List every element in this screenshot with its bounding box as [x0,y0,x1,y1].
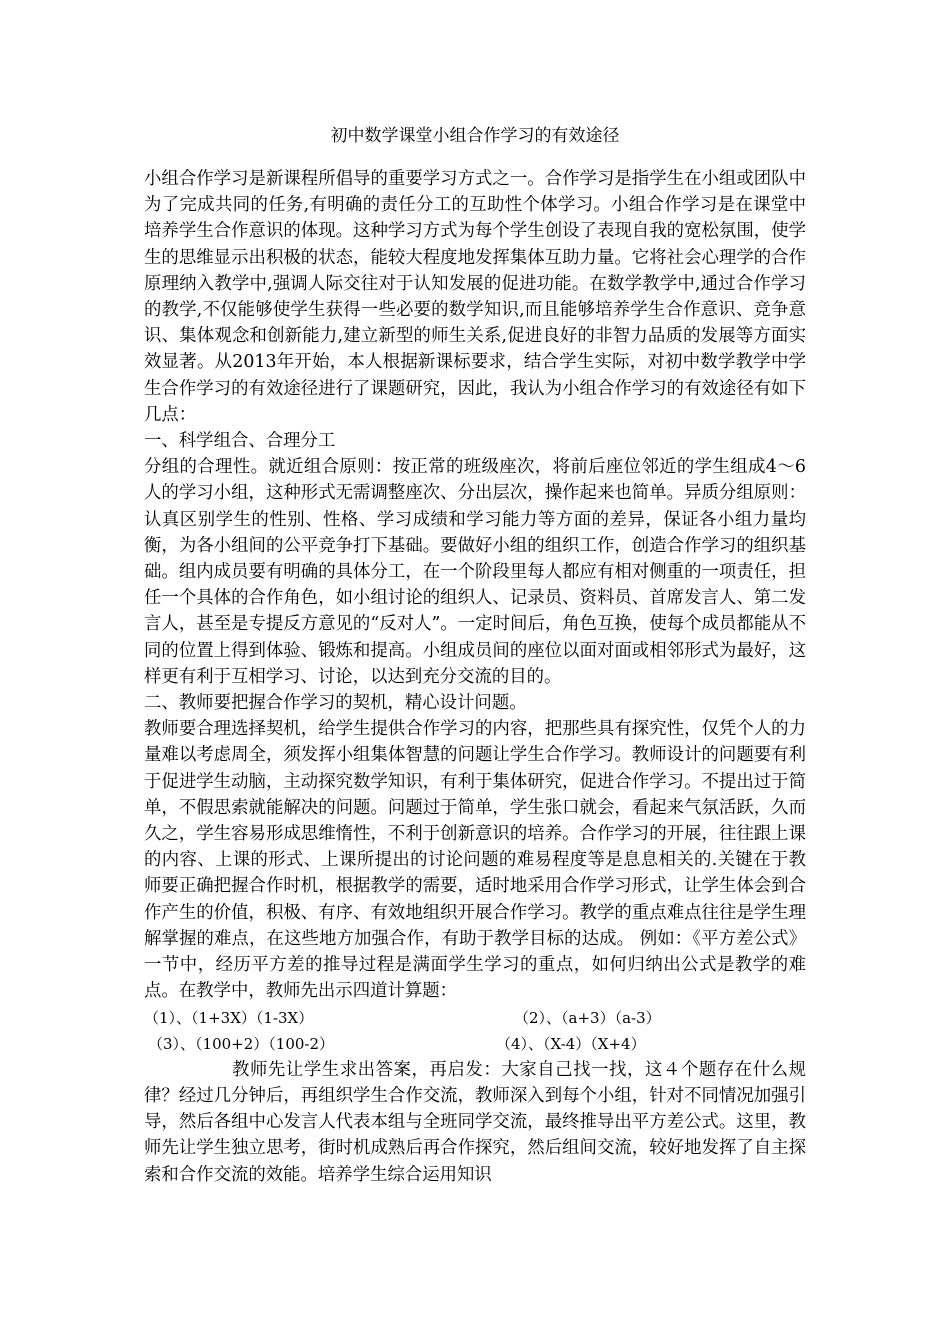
section-2-paragraph: 教师要合理选择契机，给学生提供合作学习的内容，把那些具有探究性，仅凭个人的力量难以考虑周全，须发挥小组集体智慧的问题让学生合作学习。教师设计的问题要有利于促进学生动脑，主动探究数学知识，有利于集体研究，促进合作学习。不提出过于简单，不假思索就能解决的问题。问题过于简单，学生张口就会，看起来气氛活跃，久而久之，学生容易形成思维惰性，不利于创新意识的培养。合作学习的开展，往往跟上课的内容、上课的形式、上课所提出的讨论问题的难易程度等是息息相关的.关键在于教师要正确把握合作时机，根据教学的需要，适时地采用合作学习形式，让学生体会到合作产生的价值，积极、有序、有效地组织开展合作学习。教学的重点难点往往是学生理解掌握的难点，在这些地方加强合作，有助于教学目标的达成。 例如：《平方差公式》一节中，经历平方差的推导过程是满面学生学习的重点，如何归纳出公式是教学的难点。在教学中，教师先出示四道计算题： [144,719,806,1002]
formula-1: （1）、（1+3X）（1-3X） [144,1008,314,1027]
document-title: 初中数学课堂小组合作学习的有效途径 [330,126,620,146]
formula-row-1 [144,1005,806,1031]
formula-2: （2）、（a+3）（a-3） [514,1008,661,1027]
intro-paragraph: 小组合作学习是新课程所倡导的重要学习方式之一。合作学习是指学生在小组或团队中为了完成共同的任务,有明确的责任分工的互助性个体学习。小组合作学习是在课堂中培养学生合作意识的体现。这种学习方式为每个学生创设了表现自我的宽松氛围，使学生的思维显示出积极的状态，能较大程度地发挥集体互助力量。它将社会心理学的合作原理纳入教学中,强调人际交往对于认知发展的促进功能。在数学教学中,通过合作学习的教学,不仅能够使学生获得一些必要的数学知识,而且能够培养学生合作意识、竞争意识、集体观念和创新能力,建立新型的师生关系,促进良好的非智力品质的发展等方面实效显著。从2013年开始，本人根据新课标要求，结合学生实际，对初中数学教学中学生合作学习的有效途径进行了课题研究，因此，我认为小组合作学习的有效途径有如下几点： [144,169,806,425]
closing-paragraph: 教师先让学生求出答案，再启发：大家自己找一找，这４个题存在什么规律？经过几分钟后，再组织学生合作交流，教师深入到每个小组，针对不同情况加强引导，然后各组中心发言人代表本组与全班同学交流，最终推导出平方差公式。这里，教师先让学生独立思考，街时机成熟后再合作探究，然后组间交流，较好地发挥了自主探索和合作交流的效能。培养学生综合运用知识 [144,1059,806,1185]
section-2-heading: 二、教师要把握合作学习的契机，精心设计问题。 [144,693,527,714]
section-1-paragraph: 分组的合理性。就近组合原则：按正常的班级座次，将前后座位邻近的学生组成4～6 人的学习小组，这种形式无需调整座次、分出层次，操作起来也简单。异质分组原则：认真区别学生的性别、性格、学习成绩和学习能力等方面的差异，保证各小组力量均衡，为各小组间的公平竞争打下基础。要做好小组的组织工作，创造合作学习的组织基础。组内成员要有明确的具体分工，在一个阶段里每人都应有相对侧重的一项责任，担任一个具体的合作角色，如小组讨论的组织人、记录员、资料员、首席发言人、第二发言人，甚至是专提反方意见的“反对人”。一定时间后，角色互换，使每个成员都能从不同的位置上得到体验、锻炼和提高。小组成员间的座位以面对面或相邻形式为最好，这样更有利于互相学习、讨论，以达到充分交流的目的。 [144,457,806,687]
formula-row-2 [144,1031,806,1057]
formula-3: （3）、（100+2）（100-2） [148,1034,335,1053]
document-body [144,166,806,1188]
formula-4: （4）、（X-4）（X+4） [496,1034,646,1053]
section-1-heading: 一、科学组合、合理分工 [144,431,336,452]
